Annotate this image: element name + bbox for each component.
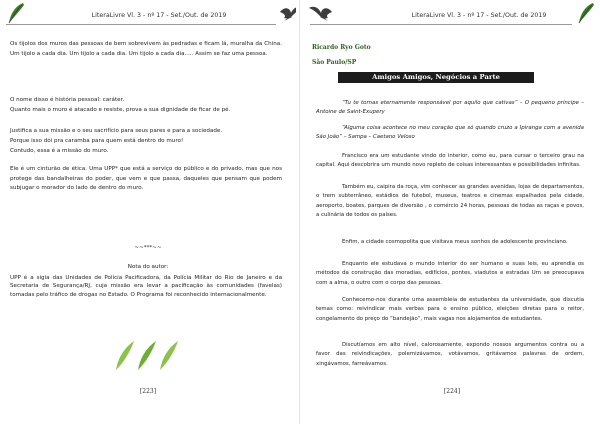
left-page — [0, 0, 296, 424]
epigraph: “Alguma coisa acontece no meu coração que só quando cruzo a Ipiranga com a avenida São João” – Sampa – Caetano Veloso — [316, 125, 584, 141]
page-gutter — [299, 0, 300, 424]
paragraph: Conhecemo-nos durante uma assembleia de estudantes da universidade, que discutia temas como: reivindicar mais verbas para o ensino público, eleições diretas para o reitor, congelamento do preço do “bandejão”, mais vagas nos alojamentos de estudantes. — [316, 297, 584, 322]
quill-icon — [576, 2, 596, 26]
page-number: [223] — [139, 388, 157, 395]
paragraph: Quanto mais o muro é atacado e resiste, prova a sua dignidade de ficar de pé. — [10, 107, 231, 113]
paragraph: Justifica a sua missão e o seu sacrifício para seus pares e para a sociedade. — [10, 128, 223, 134]
leaves-icon — [108, 338, 188, 372]
paragraph: Enfim, a cidade cosmopolita que visitava meus sonhos de adolescente provinciano. — [342, 239, 568, 245]
right-page — [304, 0, 600, 424]
running-header: LiteraLivre Vl. 3 - nº 17 - Set./Out. de 2019 — [91, 12, 227, 19]
quill-icon — [6, 2, 26, 26]
paragraph: Enquanto ele estudava o mundo interior do ser humano e suas leis, eu aprendia os métodos da construção das moradias, edifícios, pontes, viadutos e estradas Um se preocupava com a alma, o outro com o corpo das pessoas. — [316, 261, 584, 286]
paragraph: Contudo, essa é a missão do muro. — [10, 148, 109, 154]
running-header: LiteraLivre Vl. 3 - nº 17 - Set./Out. de 2019 — [411, 12, 547, 19]
note-text: UPP é a sigla das Unidades de Polícia Pacificadora, da Polícia Militar do Rio de Janeiro e da Secretaria de Segurança/RJ, cuja missão era levar a pacificação às comunidades (favelas) tomadas pelo tráfico de drogas no Estado. O Programa foi reconhecido internacionalmente. — [10, 275, 282, 298]
epigraph: “Tu te tornas eternamente responsável por aquilo que cativas” – O pequeno príncipe – Antoine de Saint-Exupery — [316, 100, 584, 116]
header-rule — [310, 24, 572, 25]
header-rule — [6, 24, 276, 25]
page-number: [224] — [443, 388, 461, 395]
note-title: Nota do autor: — [127, 264, 169, 270]
bird-icon — [308, 4, 334, 22]
bird-icon — [278, 4, 296, 22]
paragraph: Também eu, caipira da roça, vim conhecer as grandes avenidas, lojas de departamentos, o trem subterrâneo, estádios de futebol, museus, teatros e cinemas espalhados pela cidade, aeroporto, boates, parques de diversão , o comércio 24 horas, pessoas de todas as raças e povos, a culinária de todos os países. — [316, 184, 584, 219]
paragraph: Ele é um cinturão de ética. Uma UPP* que está a serviço do público e do privado, mas que nos protege das bandalheiras do poder, que vem e que passa, daqueles que pensam que podem subjugar o morador do lado de dentro do muro. — [10, 166, 282, 192]
author-name: Ricardo Ryo Goto — [312, 44, 371, 51]
section-separator: ~~***~~ — [134, 245, 162, 251]
paragraph: Discutíamos em alto nível, calorosamente, expondo nossos argumentos contra ou a favor das reivindicações, polemizávamos, votávamos, gritávamos palavras de ordem, xingávamos, farreávamos. — [316, 342, 584, 367]
paragraph: O nome disso é história pessoal: caráter. — [10, 97, 125, 103]
story-title: Amigos Amigos, Negócios a Parte — [338, 72, 534, 83]
author-location: São Paulo/SP — [312, 59, 357, 66]
paragraph: Os tijolos dos muros das pessoas de bem sobrevivem às pedradas e ficam lá, muralha da China. Um tijolo a cada dia. Um tijolo a cada dia. Um tijolo a cada dia..... Assim se faz uma pessoa. — [10, 41, 282, 57]
paragraph: Francisco era um estudante vindo do interior, como eu, para cursar o terceiro grau na capital. Aqui descobrira um mundo novo repleto de coisas interessantes e possibilidades infinitas. — [316, 153, 584, 169]
paragraph: Porque isso dói pra caramba para quem está dentro do muro! — [10, 138, 184, 144]
